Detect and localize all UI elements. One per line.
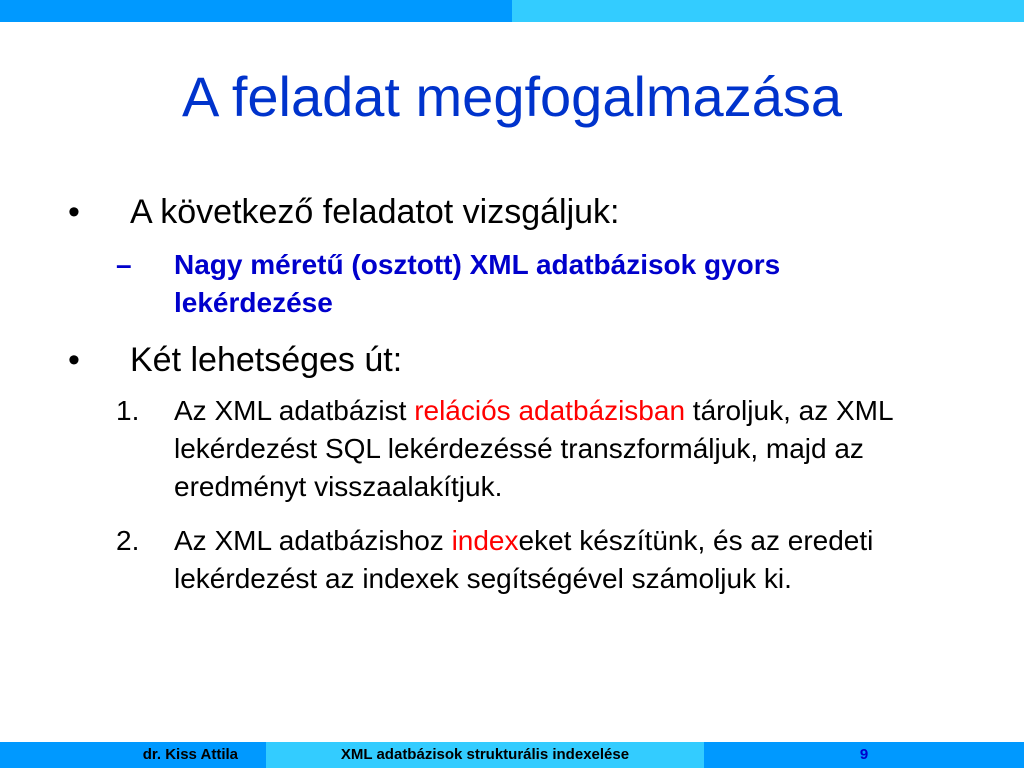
item-text-after: eket készítünk, és az eredeti lekérdezést az indexek segítségével számoljuk ki.: [174, 525, 874, 594]
footer-author: dr. Kiss Attila: [0, 742, 266, 768]
item-number: 1.: [116, 395, 140, 426]
footer-page-number: 9: [704, 742, 1024, 768]
slide-title: A feladat megfogalmazása: [182, 65, 842, 128]
item-highlight: index: [451, 525, 519, 556]
bullet-text: Két lehetséges út:: [130, 341, 403, 379]
slide-footer: [0, 742, 1024, 768]
bullet-text: A következő feladatot vizsgáljuk:: [130, 193, 620, 231]
item-number: 2.: [116, 525, 140, 556]
item-text: [174, 392, 974, 506]
item-text-before: Az XML adatbázist: [174, 395, 415, 426]
footer-title: XML adatbázisok strukturális indexelése: [266, 742, 704, 768]
item-highlight: relációs adatbázisban: [414, 395, 686, 426]
dash-icon: –: [116, 249, 132, 280]
item-text-after: tároljuk, az XML lekérdezést SQL lekérdezéssé transzformáljuk, majd az eredményt visszaalakítjuk.: [174, 395, 893, 502]
bullet-icon: •: [68, 341, 80, 379]
sub-bullet-text: Nagy méretű (osztott) XML adatbázisok gyors lekérdezése: [174, 249, 781, 318]
bullet-icon: •: [68, 193, 80, 231]
item-text: [174, 522, 974, 598]
item-text-before: Az XML adatbázishoz: [174, 525, 452, 556]
